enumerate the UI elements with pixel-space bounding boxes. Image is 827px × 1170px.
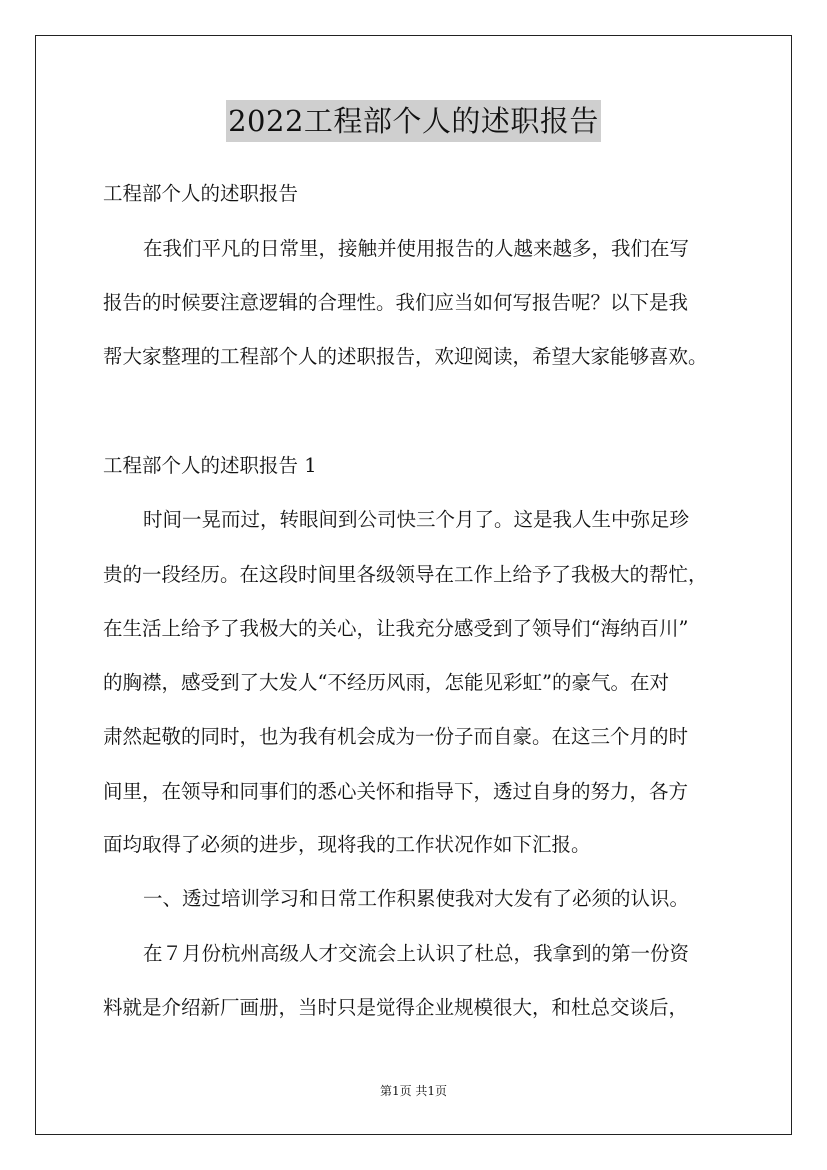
paragraph-line: 间里，在领导和同事们的悉心关怀和指导下，透过自身的努力，各方 [103, 780, 689, 803]
paragraph-line: 在７月份杭州高级人才交流会上认识了杜总，我拿到的第一份资 [143, 942, 690, 965]
paragraph-line: 料就是介绍新厂画册，当时只是觉得企业规模很大，和杜总交谈后， [103, 996, 689, 1019]
paragraph-line: 报告的时候要注意逻辑的合理性。我们应当如何写报告呢？以下是我 [103, 291, 689, 314]
subtitle: 工程部个人的述职报告 [103, 182, 299, 205]
paragraph-line: 的胸襟，感受到了大发人“不经历风雨，怎能见彩虹”的豪气。在对 [103, 671, 669, 694]
title-container [0, 100, 827, 142]
paragraph-line: 面均取得了必须的进步，现将我的工作状况作如下汇报。 [103, 833, 591, 856]
paragraph-line: 一、透过培训学习和日常工作积累使我对大发有了必须的认识。 [143, 887, 690, 910]
paragraph-line: 帮大家整理的工程部个人的述职报告，欢迎阅读，希望大家能够喜欢。 [103, 345, 708, 368]
document-title: 2022工程部个人的述职报告 [226, 100, 601, 142]
paragraph-line: 时间一晃而过，转眼间到公司快三个月了。这是我人生中弥足珍 [143, 508, 690, 531]
section-heading: 工程部个人的述职报告 1 [103, 454, 317, 477]
paragraph-line: 贵的一段经历。在这段时间里各级领导在工作上给予了我极大的帮忙， [103, 563, 708, 586]
page-footer: 第1页 共1页 [379, 1084, 448, 1098]
paragraph-line: 在我们平凡的日常里，接触并使用报告的人越来越多，我们在写 [143, 237, 690, 260]
paragraph-line: 肃然起敬的同时，也为我有机会成为一份子而自豪。在这三个月的时 [103, 725, 689, 748]
paragraph-line: 在生活上给予了我极大的关心，让我充分感受到了领导们“海纳百川” [103, 617, 689, 640]
